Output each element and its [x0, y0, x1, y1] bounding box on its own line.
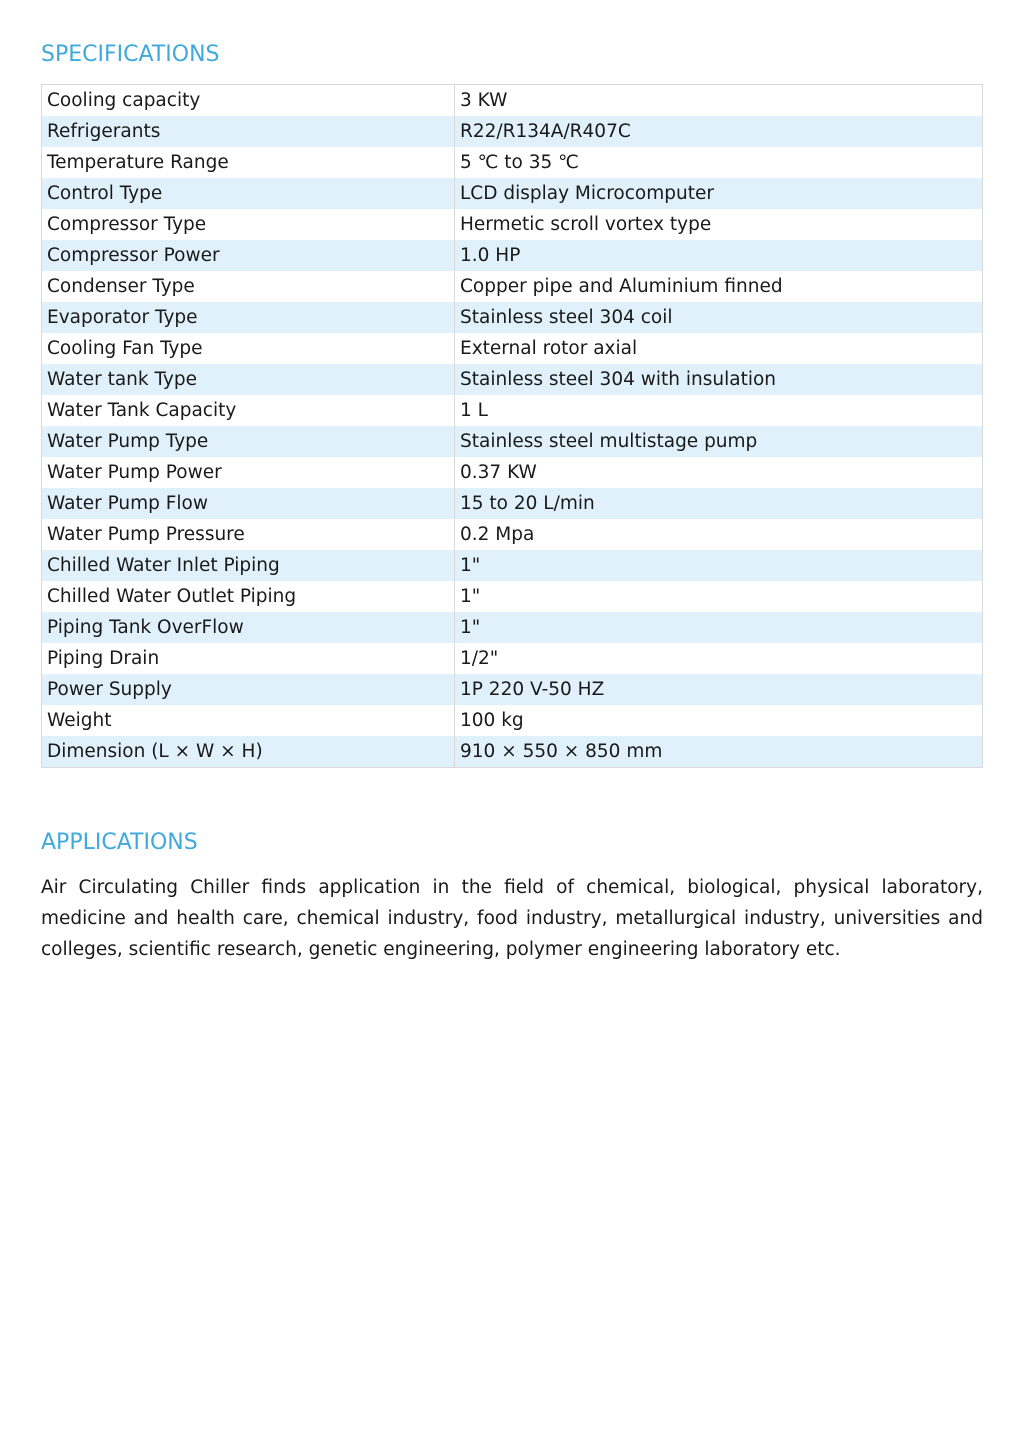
spec-label: Water Pump Type — [42, 426, 455, 457]
spec-label: Compressor Type — [42, 209, 455, 240]
spec-label: Compressor Power — [42, 240, 455, 271]
spec-value: Copper pipe and Aluminium finned — [455, 271, 983, 302]
spec-label: Condenser Type — [42, 271, 455, 302]
spec-row — [42, 271, 983, 302]
spec-row — [42, 457, 983, 488]
spec-row — [42, 240, 983, 271]
spec-label: Refrigerants — [42, 116, 455, 147]
applications-heading: APPLICATIONS — [41, 830, 198, 855]
spec-value: 1" — [455, 550, 983, 581]
spec-value: LCD display Microcomputer — [455, 178, 983, 209]
spec-value: R22/R134A/R407C — [455, 116, 983, 147]
spec-label: Water Tank Capacity — [42, 395, 455, 426]
spec-label: Temperature Range — [42, 147, 455, 178]
spec-label: Chilled Water Outlet Piping — [42, 581, 455, 612]
spec-label: Dimension (L × W × H) — [42, 736, 455, 768]
spec-row — [42, 705, 983, 736]
applications-paragraph: Air Circulating Chiller finds application in the field of chemical, biological, physical laboratory, medicine and health care, chemical industry, food industry, metallurgical industry, universities and colleges, scientific research, genetic engineering, polymer engineering laboratory etc. — [41, 877, 983, 960]
spec-row — [42, 581, 983, 612]
spec-row — [42, 147, 983, 178]
spec-value: 1P 220 V-50 HZ — [455, 674, 983, 705]
spec-row — [42, 85, 983, 117]
spec-row — [42, 643, 983, 674]
specifications-table — [41, 84, 983, 768]
specifications-table-body — [42, 85, 983, 768]
specifications-heading: SPECIFICATIONS — [41, 42, 220, 67]
spec-row — [42, 736, 983, 768]
spec-value: Stainless steel multistage pump — [455, 426, 983, 457]
spec-row — [42, 116, 983, 147]
spec-label: Evaporator Type — [42, 302, 455, 333]
spec-value: 0.37 KW — [455, 457, 983, 488]
spec-value: 0.2 Mpa — [455, 519, 983, 550]
spec-value: Stainless steel 304 with insulation — [455, 364, 983, 395]
spec-label: Cooling capacity — [42, 85, 455, 117]
spec-label: Control Type — [42, 178, 455, 209]
spec-row — [42, 550, 983, 581]
spec-label: Water tank Type — [42, 364, 455, 395]
spec-label: Weight — [42, 705, 455, 736]
spec-value: 1.0 HP — [455, 240, 983, 271]
spec-value: 1" — [455, 612, 983, 643]
spec-value: 1/2" — [455, 643, 983, 674]
spec-row — [42, 395, 983, 426]
spec-row — [42, 612, 983, 643]
spec-value: 3 KW — [455, 85, 983, 117]
spec-label: Water Pump Flow — [42, 488, 455, 519]
spec-row — [42, 333, 983, 364]
spec-row — [42, 209, 983, 240]
spec-row — [42, 488, 983, 519]
spec-value: 100 kg — [455, 705, 983, 736]
spec-value: 910 × 550 × 850 mm — [455, 736, 983, 768]
spec-value: External rotor axial — [455, 333, 983, 364]
spec-row — [42, 426, 983, 457]
spec-row — [42, 519, 983, 550]
spec-value: 1" — [455, 581, 983, 612]
spec-row — [42, 364, 983, 395]
spec-label: Water Pump Pressure — [42, 519, 455, 550]
spec-row — [42, 178, 983, 209]
spec-value: 1 L — [455, 395, 983, 426]
spec-value: 15 to 20 L/min — [455, 488, 983, 519]
spec-row — [42, 302, 983, 333]
spec-row — [42, 674, 983, 705]
spec-label: Piping Drain — [42, 643, 455, 674]
spec-label: Power Supply — [42, 674, 455, 705]
spec-value: Hermetic scroll vortex type — [455, 209, 983, 240]
spec-label: Water Pump Power — [42, 457, 455, 488]
spec-value: Stainless steel 304 coil — [455, 302, 983, 333]
spec-label: Piping Tank OverFlow — [42, 612, 455, 643]
spec-value: 5 ℃ to 35 ℃ — [455, 147, 983, 178]
spec-label: Cooling Fan Type — [42, 333, 455, 364]
spec-label: Chilled Water Inlet Piping — [42, 550, 455, 581]
